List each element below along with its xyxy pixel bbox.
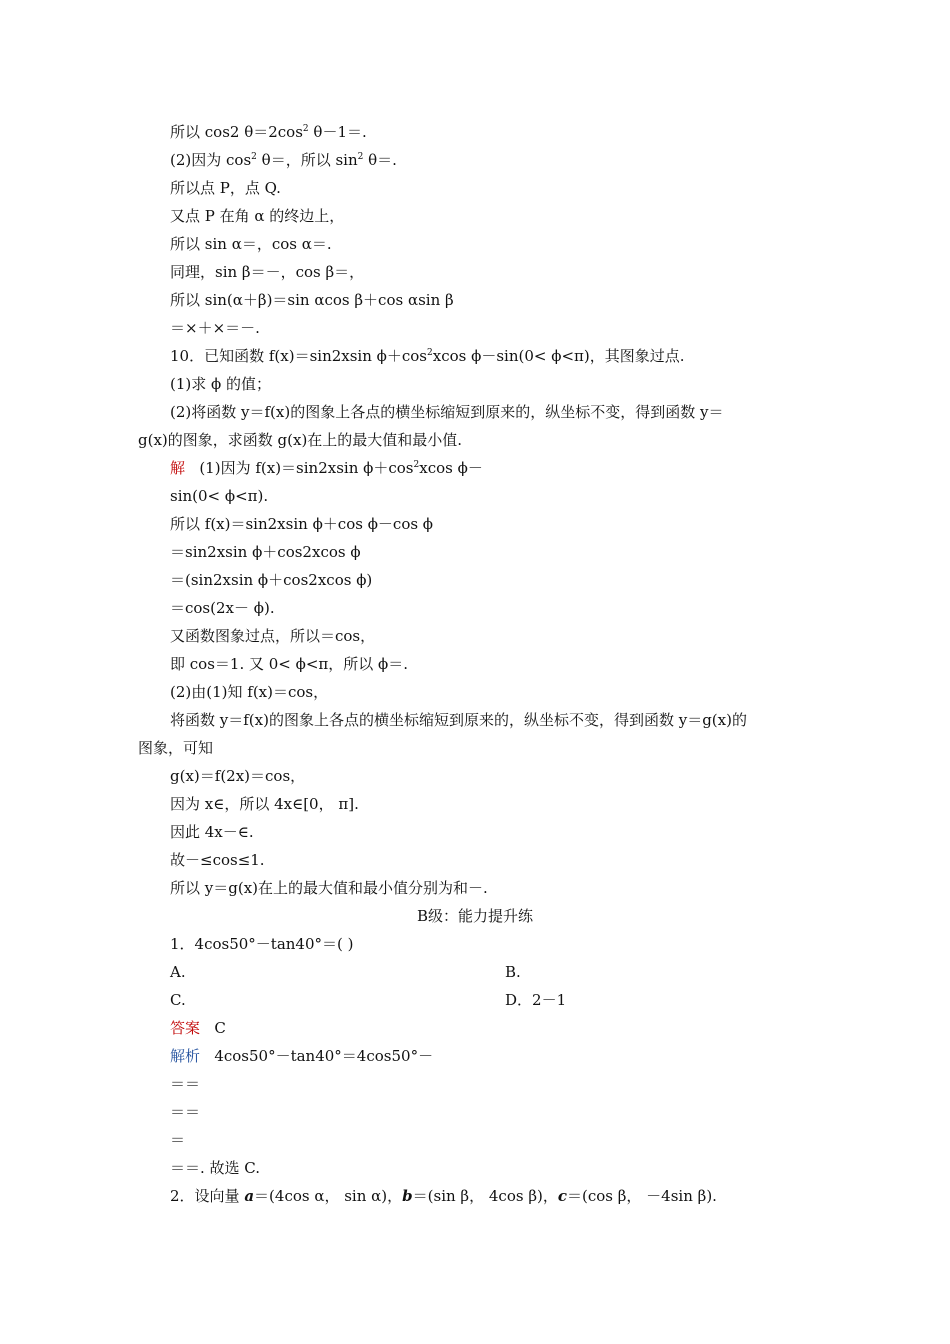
analysis-label: 解析 bbox=[170, 1047, 201, 1065]
text-line: ＝＝ bbox=[170, 1075, 201, 1093]
text-line: 所以 y＝g(x)在上的最大值和最小值分别为和－. bbox=[170, 879, 488, 897]
solution-line: 解 (1)因为 f(x)＝sin2xsin $\phi+\cos^2xcos$ ϕ－ bbox=[170, 459, 483, 477]
text-line: 故－≤cos≤1. bbox=[170, 851, 265, 869]
text-line: 即 cos＝1. 又 0< ϕ<π，所以 ϕ＝. bbox=[170, 655, 409, 673]
text-line: (1)求 ϕ 的值； bbox=[170, 375, 272, 393]
text-line: 所以 cos2 $\theta=2\cos^2$ θ－1＝. bbox=[170, 123, 367, 141]
text-line: ＝＝ bbox=[170, 1103, 201, 1121]
text-line: 所以 sin α＝，cos α＝. bbox=[170, 235, 332, 253]
text-line: (2)将函数 y＝f(x)的图象上各点的横坐标缩短到原来的，纵坐标不变，得到函数 y＝ bbox=[170, 403, 724, 421]
analysis-line: 解析 4cos50°－tan40°＝4cos50°－ bbox=[170, 1047, 434, 1065]
text-line: ＝cos(2x－ ϕ). bbox=[170, 599, 275, 617]
text-line: ＝ bbox=[170, 1131, 186, 1149]
text-line: 同理，sin β＝－，cos β＝， bbox=[170, 263, 365, 281]
text-line: g(x)的图象，求函数 g(x)在上的最大值和最小值. bbox=[138, 431, 463, 449]
text-line: 因为 x∈，所以 4x∈[0， π]. bbox=[170, 795, 359, 813]
question-1: 1．4cos50°－tan40°＝( ) bbox=[170, 935, 354, 953]
answer-value: C bbox=[214, 1019, 226, 1037]
text-line: ＝×＋×＝－. bbox=[170, 319, 260, 337]
text-line: g(x)＝f(2x)＝cos， bbox=[170, 767, 306, 785]
question-10: 10．已知函数 f(x)＝sin2xsin $\phi+\cos^2xcos$ ϕ－sin(0< ϕ<π)，其图象过点. bbox=[170, 347, 685, 365]
text-line: 又点 P 在角 α 的终边上， bbox=[170, 207, 345, 225]
text-line: 所以 f(x)＝sin2xsin ϕ＋cos ϕ－cos ϕ bbox=[170, 515, 434, 533]
solution-label: 解 bbox=[170, 459, 186, 477]
text-line: ＝sin2xsin ϕ＋cos2xcos ϕ bbox=[170, 543, 361, 561]
answer-line bbox=[170, 1018, 226, 1038]
section-heading: B级：能力提升练 bbox=[416, 907, 534, 925]
text-line: (2)由(1)知 f(x)＝cos， bbox=[170, 683, 329, 701]
option-c: C. bbox=[170, 991, 186, 1009]
text-line: 所以 sin(α＋β)＝sin αcos β＋cos αsin β bbox=[170, 291, 454, 309]
question-2: 2．设向量 a＝(4cos α， sin α)，b＝(sin β， 4cos β)，c＝(cos β， －4sin β). bbox=[170, 1187, 717, 1205]
option-a: A. bbox=[170, 963, 186, 981]
text-line: 图象，可知 bbox=[138, 739, 214, 757]
option-b: B. bbox=[505, 963, 521, 981]
option-d: D．2－1 bbox=[505, 991, 567, 1009]
text-line: 将函数 y＝f(x)的图象上各点的横坐标缩短到原来的，纵坐标不变，得到函数 y＝g(x)的 bbox=[170, 711, 747, 729]
text-line: sin(0< ϕ<π). bbox=[170, 487, 269, 505]
text-line: 因此 4x－∈. bbox=[170, 823, 254, 841]
text-line: 所以点 P，点 Q. bbox=[170, 179, 281, 197]
text-line: (2)因为 $\cos^2 \theta=$，所以 $\sin^2 \theta=$. bbox=[170, 151, 397, 169]
text-line: 又函数图象过点，所以＝cos， bbox=[170, 627, 376, 645]
text-line: ＝(sin2xsin ϕ＋cos2xcos ϕ) bbox=[170, 571, 373, 589]
text-line: ＝＝. 故选 C. bbox=[170, 1159, 261, 1177]
answer-label: 答案 bbox=[170, 1019, 201, 1037]
